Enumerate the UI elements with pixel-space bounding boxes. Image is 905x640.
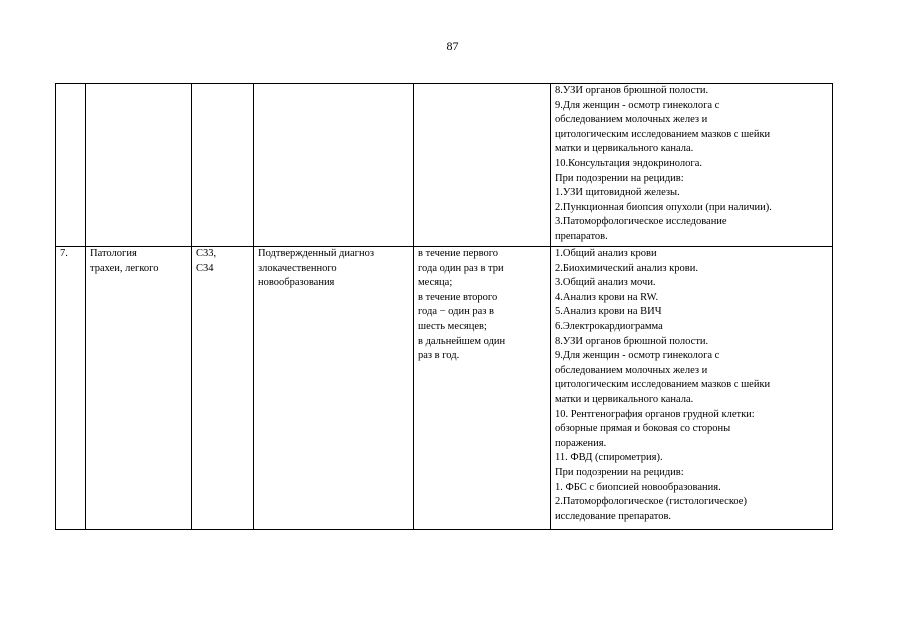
- exams-line: 2.Биохимический анализ крови.: [555, 262, 698, 274]
- exams-line: 3.Патоморфологическое исследование: [555, 216, 727, 228]
- exams-line: 9.Для женщин - осмотр гинеколога с: [555, 350, 720, 362]
- code-line: С34: [196, 262, 214, 274]
- cell-icd-code: [192, 84, 254, 247]
- diagnosis-line: злокачественного: [258, 262, 337, 274]
- exams-line: 9.Для женщин - осмотр гинеколога с: [555, 99, 720, 111]
- follow-up-table: [55, 83, 833, 530]
- cell-examinations: [551, 247, 833, 530]
- frequency-line: месяца;: [418, 277, 453, 289]
- exams-line: обследованием молочных желез и: [555, 364, 708, 376]
- exams-line: 1.Общий анализ крови: [555, 248, 657, 259]
- name-line: трахеи, легкого: [90, 262, 159, 274]
- cell-diagnosis: [254, 84, 414, 247]
- exams-line: матки и цервикального канала.: [555, 143, 694, 155]
- exams-line: 8.УЗИ органов брюшной полости.: [555, 335, 709, 347]
- cell-diagnosis: [254, 247, 414, 530]
- cell-number: 7.: [56, 247, 86, 530]
- diagnosis-line: новообразования: [258, 277, 335, 289]
- exams-line: 6.Электрокардиограмма: [555, 320, 663, 332]
- cell-pathology: [86, 84, 192, 247]
- cell-icd-code: [192, 247, 254, 530]
- exams-line: цитологическим исследованием мазков с шейки: [555, 128, 771, 140]
- exams-line: поражения.: [555, 437, 607, 449]
- exams-line: исследование препаратов.: [555, 510, 672, 522]
- cell-number: [56, 84, 86, 247]
- exams-line: При подозрении на рецидив:: [555, 466, 684, 478]
- frequency-line: года один раз в три: [418, 262, 504, 274]
- name-line: Патология: [90, 248, 137, 259]
- table-row-continuation: [56, 84, 833, 247]
- frequency-line: в течение первого: [418, 248, 498, 259]
- exams-line: препаратов.: [555, 230, 608, 242]
- exams-line: матки и цервикального канала.: [555, 393, 694, 405]
- exams-line: 3.Общий анализ мочи.: [555, 277, 656, 289]
- exams-line: 11. ФВД (спирометрия).: [555, 452, 663, 464]
- diagnosis-line: Подтвержденный диагноз: [258, 248, 375, 259]
- exams-line: 1. ФБС с биопсией новообразования.: [555, 481, 721, 493]
- exams-line: обследованием молочных желез и: [555, 114, 708, 126]
- exams-line: 8.УЗИ органов брюшной полости.: [555, 85, 709, 96]
- exams-line: 1.УЗИ щитовидной железы.: [555, 187, 680, 199]
- exams-line: 2.Пункционная биопсия опухоли (при наличии).: [555, 201, 772, 213]
- exams-line: При подозрении на рецидив:: [555, 172, 684, 184]
- exams-line: цитологическим исследованием мазков с шейки: [555, 379, 771, 391]
- exams-line: 4.Анализ крови на RW.: [555, 291, 659, 303]
- cell-frequency: [414, 84, 551, 247]
- table-body: [56, 84, 833, 530]
- cell-pathology: [86, 247, 192, 530]
- cell-frequency: [414, 247, 551, 530]
- exams-line: 5.Анализ крови на ВИЧ: [555, 306, 662, 318]
- exams-line: 2.Патоморфологическое (гистологическое): [555, 496, 747, 508]
- exams-line: 10. Рентгенография органов грудной клетки:: [555, 408, 755, 420]
- frequency-line: раз в год.: [418, 350, 460, 362]
- frequency-line: года − один раз в: [418, 306, 494, 318]
- page-number: 87: [446, 39, 459, 53]
- table-row-7: [56, 247, 833, 530]
- exams-line: обзорные прямая и боковая со стороны: [555, 423, 731, 435]
- frequency-line: в дальнейшем один: [418, 335, 506, 347]
- exams-line: 10.Консультация эндокринолога.: [555, 157, 702, 169]
- cell-examinations: [551, 84, 833, 247]
- frequency-line: шесть месяцев;: [418, 320, 487, 332]
- frequency-line: в течение второго: [418, 291, 498, 303]
- code-line: С33,: [196, 248, 217, 259]
